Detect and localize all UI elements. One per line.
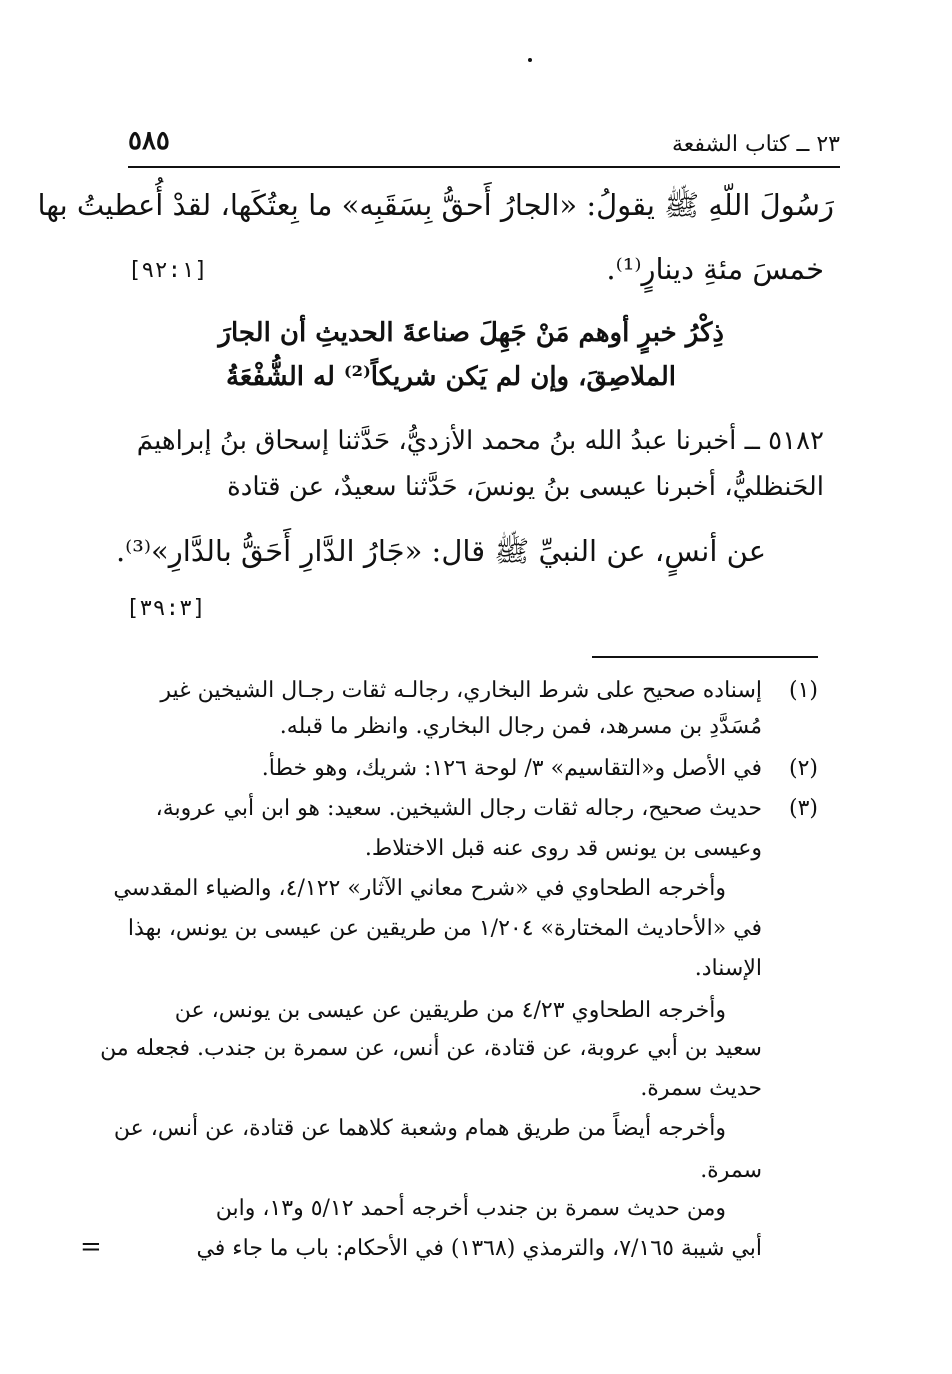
footnote-paragraph-1-line-3: الإسناد. [694,956,762,981]
footnote-number-2: (٢) [788,756,818,781]
header-rule [128,166,840,168]
main-text-line-2: خمسَ مئةِ دينارٍ⁽¹⁾. [606,252,824,286]
page-header [128,126,840,166]
footnote-paragraph-4-line-1: ومن حديث سمرة بن جندب أخرجه أحمد ٥/١٢ و١٣، وابن [215,1196,726,1221]
footnote-number-1: (١) [788,678,818,703]
section-heading-line-1: ذِكْرُ خبرٍ أوهم مَنْ جَهِلَ صناعةَ الحديثِ أن الجارَ [218,318,724,348]
footnote-paragraph-2-line-2: سعيد بن أبي عروبة، عن قتادة، عن أنس، عن سمرة بن جندب. فجعله من [100,1036,762,1061]
page-mark-dot [528,58,532,62]
section-heading-line-2: الملاصِقَ، وإن لم يَكن شريكاً⁽²⁾ له الشُّفْعَةُ [225,362,676,392]
hadith-line-2: الحَنظليُّ، أخبرنا عيسى بنُ يونسَ، حَدَّثنا سعيدٌ، عن قتادة [227,472,824,502]
footnote-1-line-2: مُسَدَّدِ بن مسرهد، فمن رجال البخاري. وانظر ما قبله. [279,714,762,739]
reference-bracket-1: [٩٢:١] [128,258,208,283]
footnote-paragraph-2-line-3: حديث سمرة. [640,1076,762,1101]
hadith-line-3: عن أنسٍ، عن النبيِّ ﷺ قال: «جَارُ الدَّارِ أَحَقُّ بالدَّارِ»⁽³⁾. [115,534,766,568]
footnote-1-line-1: إسناده صحيح على شرط البخاري، رجالـه ثقات رجـال الشيخين غير [160,678,762,703]
footnote-paragraph-3-line-1: وأخرجه أيضاً من طريق همام وشعبة كلاهما عن قتادة، عن أنس، عن [113,1116,726,1141]
page-number: ٥٨٥ [128,126,170,156]
footnote-paragraph-4-line-2: أبي شيبة ٧/١٦٥، والترمذي (١٣٦٨) في الأحكام: باب ما جاء في [196,1236,762,1261]
footnote-number-3: (٣) [788,796,818,821]
hadith-line-1: ٥١٨٢ ــ أخبرنا عبدُ الله بنُ محمد الأزديُّ، حَدَّثنا إسحاق بنُ إبراهيمَ [136,426,824,456]
footnote-3-line-1: حديث صحيح، رجاله ثقات رجال الشيخين. سعيد: هو ابن أبي عروبة، [155,796,762,821]
footnote-3-line-2: وعيسى بن يونس قد روى عنه قبل الاختلاط. [364,836,762,861]
footnote-2-line-1: في الأصل و«التقاسيم» ٣/ لوحة ١٢٦: شريك، وهو خطأ. [261,756,762,781]
footnote-paragraph-3-line-2: سمرة. [700,1158,762,1183]
footnote-paragraph-1-line-2: في «الأحاديث المختارة» ١/٢٠٤ من طريقين عن عيسى بن يونس، بهذا [127,916,762,941]
footnote-rule [592,656,818,658]
footnote-paragraph-2-line-1: وأخرجه الطحاوي ٤/٢٣ من طريقين عن عيسى بن يونس، عن [174,998,726,1023]
footnote-paragraph-1-line-1: وأخرجه الطحاوي في «شرح معاني الآثار» ٤/١٢٢، والضياء المقدسي [113,876,726,901]
reference-bracket-2: [٣٩:٣] [126,596,206,621]
continuation-mark: = [80,1232,102,1262]
main-text-line-1: رَسُولَ اللّهِ ﷺ يقولُ: «الجارُ أَحقُّ بِسَقَبِه» ما بِعتُكَها، لقدْ أُعطيتُ بها [37,188,834,222]
running-title: ٢٣ ــ كتاب الشفعة [671,132,840,157]
